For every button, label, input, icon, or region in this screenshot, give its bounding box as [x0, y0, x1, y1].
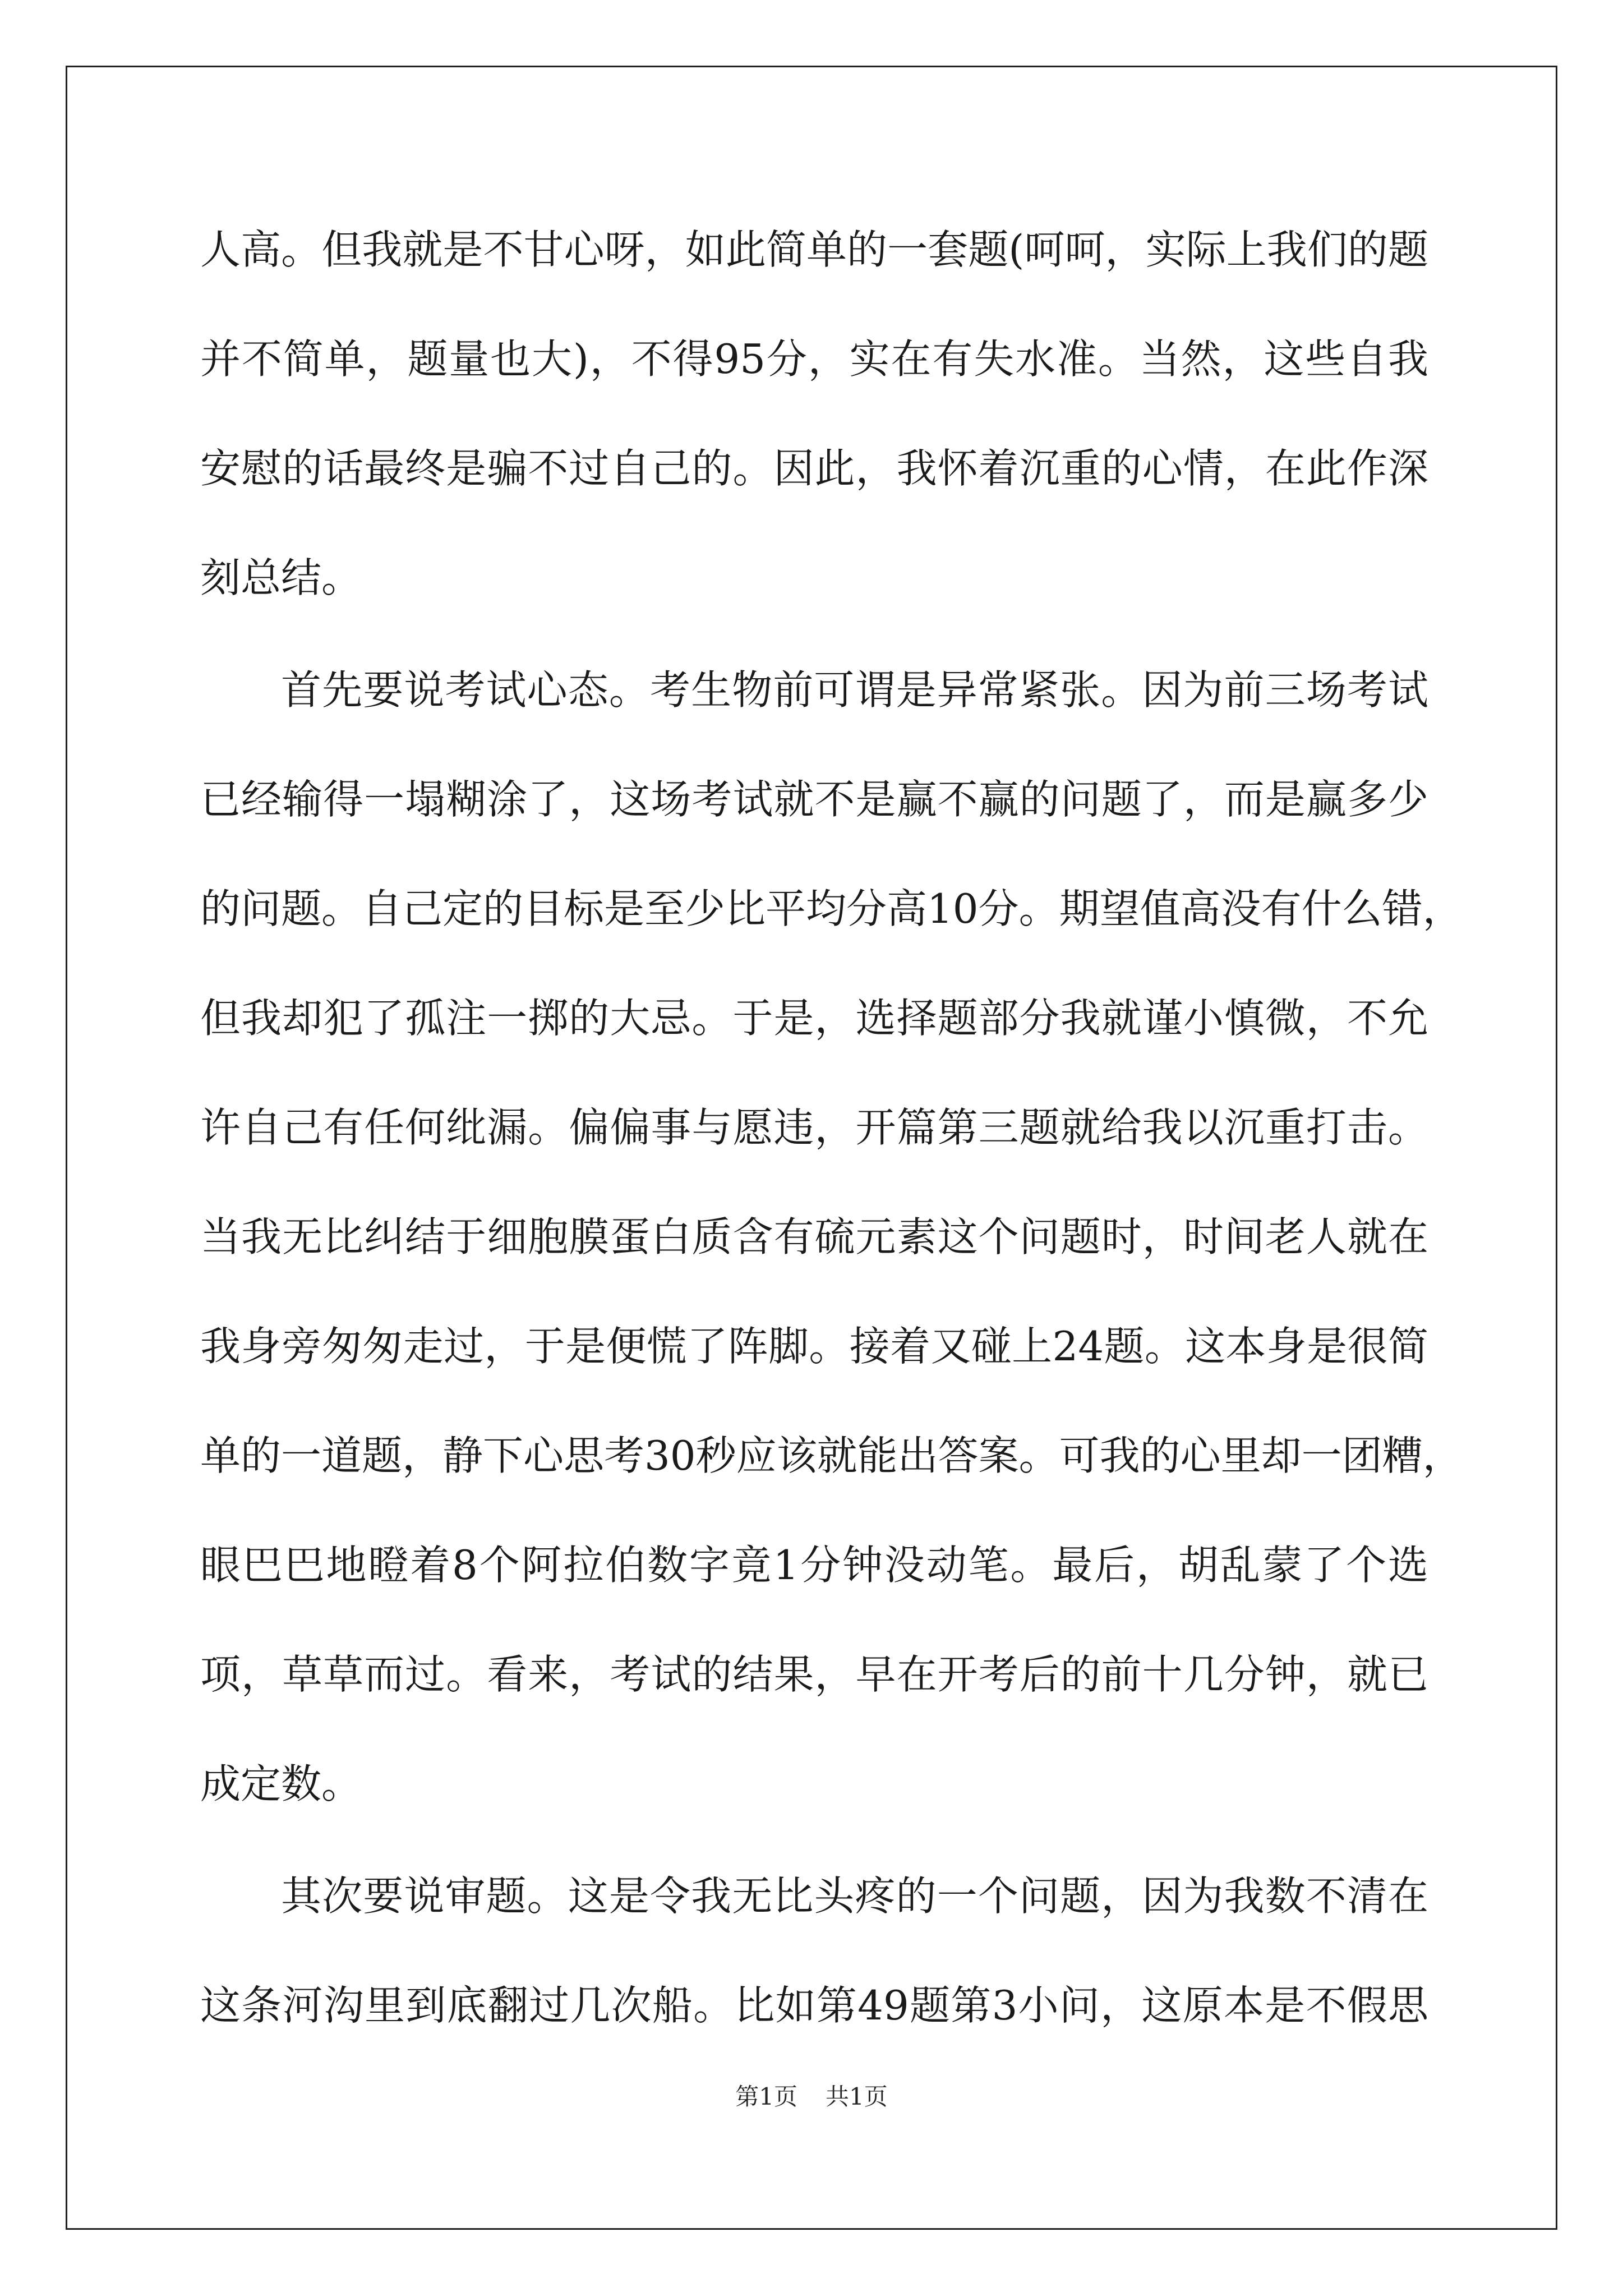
text-line: 许自己有任何纰漏。偏偏事与愿违，开篇第三题就给我以沉重打击。 — [200, 1104, 1428, 1151]
paragraph-first-line: 首先要说考试心态。考生物前可谓是异常紧张。因为前三场考试 — [281, 666, 1428, 714]
document-body — [200, 205, 1463, 2070]
text-line: 并不简单，题量也大)，不得95分，实在有失水准。当然，这些自我 — [200, 335, 1428, 383]
paragraph-first-line: 其次要说审题。这是令我无比头疼的一个问题，因为我数不清在 — [281, 1872, 1428, 1920]
text-line: 成定数。 — [200, 1760, 362, 1807]
text-line: 项，草草而过。看来，考试的结果，早在开考后的前十几分钟，就已 — [200, 1651, 1428, 1698]
text-line: 但我却犯了孤注一掷的大忌。于是，选择题部分我就谨小慎微，不允 — [200, 995, 1428, 1042]
page-footer — [0, 2080, 1623, 2114]
text-line: 人高。但我就是不甘心呀，如此简单的一套题(呵呵，实际上我们的题 — [200, 226, 1428, 273]
text-line: 的问题。自己定的目标是至少比平均分高10分。期望值高没有什么错， — [200, 885, 1463, 932]
page-current: 第1页 — [735, 2083, 797, 2110]
text-line: 单的一道题，静下心思考30秒应该就能出答案。可我的心里却一团糟， — [200, 1432, 1463, 1479]
text-line: 眼巴巴地瞪着8个阿拉伯数字竟1分钟没动笔。最后，胡乱蒙了个选 — [200, 1542, 1428, 1589]
text-line: 这条河沟里到底翻过几次船。比如第49题第3小问，这原本是不假思 — [200, 1982, 1428, 2029]
text-line: 我身旁匆匆走过，于是便慌了阵脚。接着又碰上24题。这本身是很简 — [200, 1323, 1428, 1370]
page-total: 共1页 — [826, 2083, 888, 2110]
text-line: 当我无比纠结于细胞膜蛋白质含有硫元素这个问题时，时间老人就在 — [200, 1213, 1428, 1260]
text-line: 已经输得一塌糊涂了，这场考试就不是赢不赢的问题了，而是赢多少 — [200, 776, 1428, 823]
text-line: 刻总结。 — [200, 554, 362, 601]
text-line: 安慰的话最终是骗不过自己的。因此，我怀着沉重的心情，在此作深 — [200, 445, 1428, 492]
